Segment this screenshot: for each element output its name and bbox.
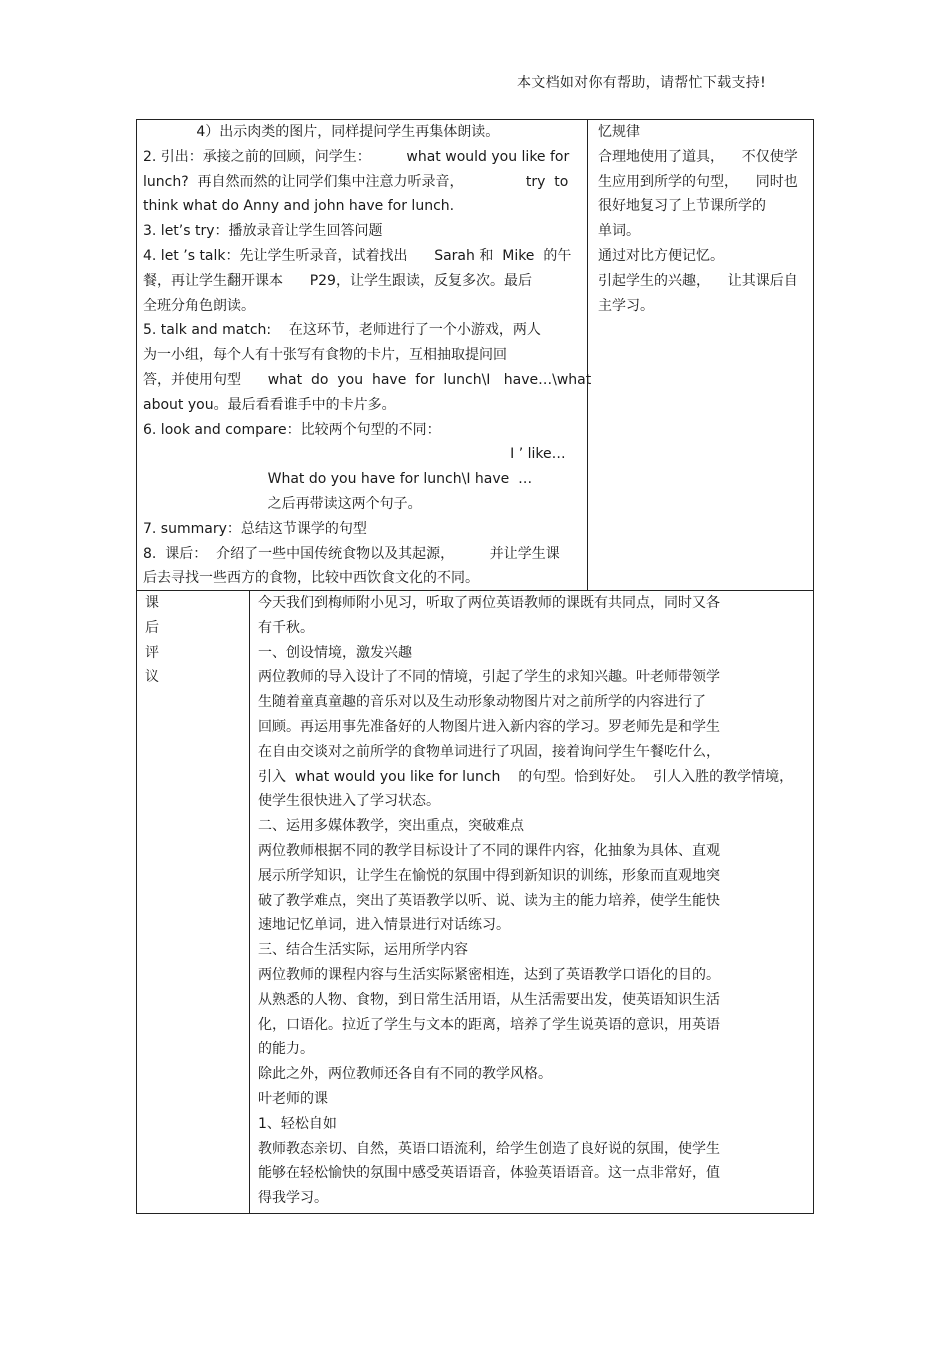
- evaluation-line: 两位教师根据不同的教学目标设计了不同的课件内容，化抽象为具体、直观: [258, 842, 720, 859]
- process-line: 4. let ’s talk：先让学生听录音，试着找出 Sarah 和 Mike 的午: [143, 247, 572, 264]
- evaluation-label-char: 评: [145, 644, 159, 661]
- evaluation-line: 两位教师的导入设计了不同的情境，引起了学生的求知兴趣。叶老师带领学: [258, 669, 720, 686]
- process-line: 后去寻找一些西方的食物，比较中西饮食文化的不同。: [143, 570, 479, 587]
- evaluation-line: 两位教师的课程内容与生活实际紧密相连，达到了英语教学口语化的目的。: [258, 966, 720, 983]
- note-line: 忆规律: [598, 124, 640, 140]
- note-line: 通过对比方便记忆。: [598, 247, 724, 264]
- note-line: 生应用到所学的句型， 同时也: [598, 173, 798, 190]
- evaluation-line: 展示所学知识，让学生在愉悦的氛围中得到新知识的训练，形象而直观地突: [258, 867, 720, 884]
- process-line: 5. talk and match: 在这环节，老师进行了一个小游戏，两人: [143, 322, 541, 339]
- note-line: 很好地复习了上节课所学的: [598, 198, 766, 215]
- evaluation-label-char: 议: [145, 669, 159, 686]
- process-line: 3. let’s try：播放录音让学生回答问题: [143, 223, 383, 240]
- evaluation-label-char: 后: [145, 619, 159, 636]
- process-line: 答，并使用句型 what do you have for lunch\I have…\what: [143, 371, 592, 388]
- process-line: 6. look and compare：比较两个句型的不同：: [143, 421, 441, 438]
- evaluation-line: 除此之外，两位教师还各自有不同的教学风格。: [258, 1066, 552, 1083]
- note-line: 引起学生的兴趣， 让其课后自: [598, 272, 798, 289]
- process-line: lunch? 再自然而然的让同学们集中注意力听录音， try to: [143, 173, 569, 190]
- evaluation-line: 二、运用多媒体教学，突出重点，突破难点: [258, 818, 524, 835]
- top-row-table: [136, 119, 814, 591]
- note-line: 合理地使用了道具， 不仅使学: [598, 148, 798, 165]
- teaching-process-text: [143, 120, 592, 591]
- process-line: think what do Anny and john have for lunch.: [143, 198, 455, 215]
- evaluation-line: 回顾。再运用事先准备好的人物图片进入新内容的学习。罗老师先是和学生: [258, 718, 720, 735]
- evaluation-label-char: 课: [145, 595, 159, 611]
- evaluation-line: 三、结合生活实际，运用所学内容: [258, 942, 468, 959]
- evaluation-line: 的能力。: [258, 1041, 314, 1058]
- evaluation-text-cell: [250, 591, 813, 1213]
- evaluation-line: 能够在轻松愉快的氛围中感受英语语音，体验英语语音。这一点非常好，值: [258, 1165, 720, 1182]
- process-line: I ’ like…: [510, 446, 579, 463]
- evaluation-line: 1、轻松自如: [258, 1115, 337, 1132]
- process-line: 之后再带读这两个句子。: [143, 495, 422, 512]
- evaluation-line: 破了教学难点，突出了英语教学以听、说、读为主的能力培养，使学生能快: [258, 892, 720, 909]
- process-line: 8. 课后： 介绍了一些中国传统食物以及其起源， 并让学生课: [143, 545, 560, 562]
- process-line: 7. summary：总结这节课学的句型: [143, 520, 367, 537]
- evaluation-line: 引入 what would you like for lunch 的句型。恰到好处。 引人入胜的教学情境，: [258, 768, 794, 785]
- design-notes-text: [598, 120, 805, 318]
- process-line: 餐，再让学生翻开课本 P29，让学生跟读，反复多次。最后: [143, 272, 532, 289]
- process-line: What do you have for lunch\I have …: [143, 471, 533, 488]
- process-line: about you。最后看看谁手中的卡片多。: [143, 396, 396, 413]
- process-line: 为一小组，每个人有十张写有食物的卡片，互相抽取提问回: [143, 347, 507, 364]
- evaluation-line: 化，口语化。拉近了学生与文本的距离，培养了学生说英语的意识，用英语: [258, 1016, 720, 1033]
- evaluation-line: 使学生很快进入了学习状态。: [258, 793, 440, 810]
- evaluation-line: 有千秋。: [258, 619, 314, 636]
- process-line: 2. 引出：承接之前的回顾，问学生： what would you like for: [143, 148, 570, 165]
- note-line: 单词。: [598, 223, 640, 240]
- evaluation-line: 一、创设情境，激发兴趣: [258, 644, 412, 661]
- evaluation-line: 得我学习。: [258, 1190, 328, 1207]
- evaluation-table: [136, 590, 814, 1214]
- evaluation-label-cell: [137, 591, 250, 1213]
- evaluation-line: 叶老师的课: [258, 1090, 328, 1107]
- evaluation-text: [258, 591, 805, 1211]
- design-notes-cell: [588, 120, 813, 590]
- evaluation-line: 速地记忆单词，进入情景进行对话练习。: [258, 917, 510, 934]
- evaluation-line: 从熟悉的人物、食物，到日常生活用语，从生活需要出发，使英语知识生活: [258, 991, 720, 1008]
- evaluation-line: 生随着童真童趣的音乐对以及生动形象动物图片对之前所学的内容进行了: [258, 694, 706, 711]
- evaluation-line: 在自由交谈对之前所学的食物单词进行了巩固，接着询问学生午餐吃什么，: [258, 743, 720, 760]
- note-line: 主学习。: [598, 297, 654, 314]
- process-line: 4）出示肉类的图片，同样提问学生再集体朗读。: [143, 124, 500, 140]
- header-note: 本文档如对你有帮助，请帮忙下载支持!: [516, 75, 766, 91]
- teaching-process-cell: [137, 120, 592, 590]
- evaluation-line: 教师教态亲切、自然，英语口语流利，给学生创造了良好说的氛围，使学生: [258, 1140, 720, 1157]
- process-line: 全班分角色朗读。: [143, 297, 255, 314]
- evaluation-line: 今天我们到梅师附小见习，听取了两位英语教师的课既有共同点，同时又各: [258, 595, 720, 611]
